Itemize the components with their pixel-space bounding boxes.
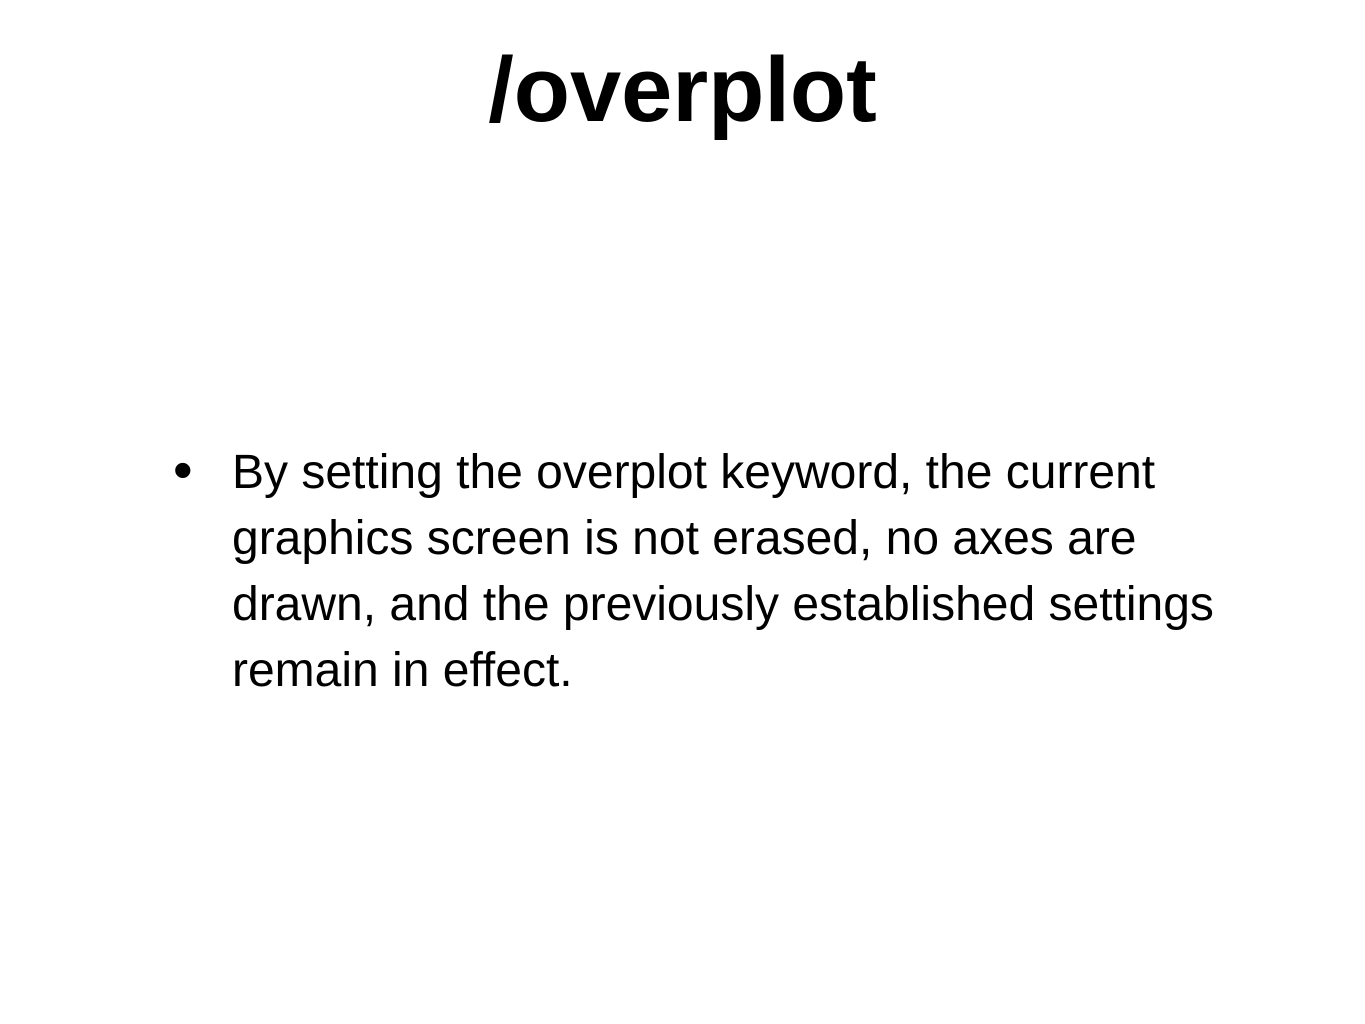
bullet-list	[170, 440, 1220, 704]
bullet-text: By setting the overplot keyword, the current graphics screen is not erased, no axes are drawn, and the previously established settings remain in effect.	[232, 446, 1214, 697]
bullet-item	[170, 440, 1220, 704]
bullet-marker: •	[173, 438, 193, 501]
slide-title: /overplot	[488, 39, 877, 141]
